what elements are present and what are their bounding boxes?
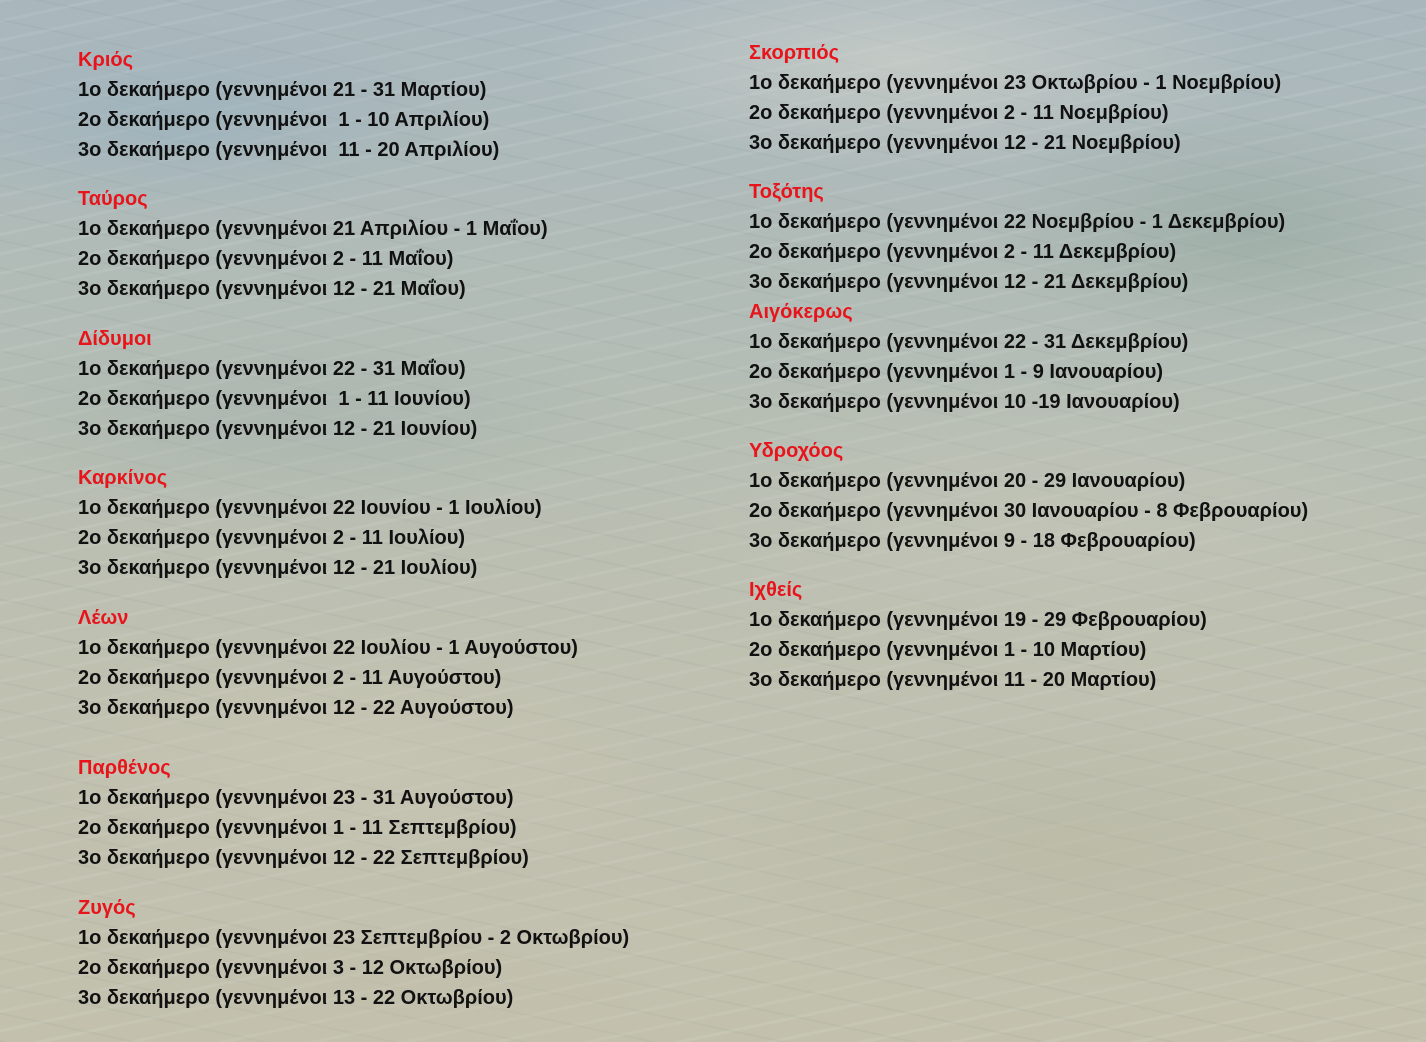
sign-name: Κριός [78, 49, 133, 71]
decan-line-2: 2ο δεκαήμερο (γεννημένοι 3 - 12 Οκτωβρίου) [78, 957, 503, 979]
sign-name: Τοξότης [749, 181, 824, 203]
decan-line-2: 2ο δεκαήμερο (γεννημένοι 1 - 11 Σεπτεμβρίου) [78, 817, 517, 839]
decan-line-2: 2ο δεκαήμερο (γεννημένοι 2 - 11 Αυγούστου) [78, 667, 502, 689]
decan-line-1: 1ο δεκαήμερο (γεννημένοι 20 - 29 Ιανουαρίου) [749, 470, 1186, 492]
sign-name: Ιχθείς [749, 579, 803, 601]
decan-line-3: 3ο δεκαήμερο (γεννημένοι 11 - 20 Απριλίου) [78, 139, 500, 161]
decan-line-1: 1ο δεκαήμερο (γεννημένοι 22 - 31 Δεκεμβρίου) [749, 331, 1189, 353]
sign-block-tavros [78, 184, 548, 304]
sign-block-leon [78, 603, 578, 723]
sign-block-ichtheis [749, 575, 1207, 695]
decan-line-2: 2ο δεκαήμερο (γεννημένοι 2 - 11 Ιουλίου) [78, 527, 466, 549]
sign-block-aigokeros [749, 297, 1188, 417]
sign-name: Υδροχόος [749, 440, 844, 462]
sign-name: Σκορπιός [749, 42, 840, 64]
decan-line-1: 1ο δεκαήμερο (γεννημένοι 21 Απριλίου - 1 Μαΐου) [78, 218, 548, 240]
decan-line-1: 1ο δεκαήμερο (γεννημένοι 23 Οκτωβρίου - 1 Νοεμβρίου) [749, 72, 1282, 94]
decan-line-3: 3ο δεκαήμερο (γεννημένοι 11 - 20 Μαρτίου) [749, 669, 1157, 691]
sign-block-krios [78, 45, 499, 165]
decan-line-2: 2ο δεκαήμερο (γεννημένοι 1 - 11 Ιουνίου) [78, 388, 471, 410]
decan-line-2: 2ο δεκαήμερο (γεννημένοι 30 Ιανουαρίου - 8 Φεβρουαρίου) [749, 500, 1309, 522]
sign-block-parthenos [78, 753, 529, 873]
sign-name: Αιγόκερως [749, 301, 853, 323]
decan-line-2: 2ο δεκαήμερο (γεννημένοι 2 - 11 Δεκεμβρίου) [749, 241, 1177, 263]
decan-line-1: 1ο δεκαήμερο (γεννημένοι 22 Ιουνίου - 1 Ιουλίου) [78, 497, 542, 519]
decan-line-3: 3ο δεκαήμερο (γεννημένοι 13 - 22 Οκτωβρίου) [78, 987, 514, 1009]
sign-name: Καρκίνος [78, 467, 168, 489]
sign-block-karkinos [78, 463, 542, 583]
decan-line-3: 3ο δεκαήμερο (γεννημένοι 10 -19 Ιανουαρίου) [749, 391, 1180, 413]
decan-line-1: 1ο δεκαήμερο (γεννημένοι 19 - 29 Φεβρουαρίου) [749, 609, 1207, 631]
sign-name: Λέων [78, 607, 129, 629]
decan-line-1: 1ο δεκαήμερο (γεννημένοι 22 - 31 Μαΐου) [78, 358, 466, 380]
decan-line-2: 2ο δεκαήμερο (γεννημένοι 1 - 10 Απριλίου) [78, 109, 490, 131]
decan-line-1: 1ο δεκαήμερο (γεννημένοι 22 Νοεμβρίου - 1 Δεκεμβρίου) [749, 211, 1286, 233]
sign-block-ydroxoos [749, 436, 1308, 556]
decan-line-1: 1ο δεκαήμερο (γεννημένοι 23 Σεπτεμβρίου - 2 Οκτωβρίου) [78, 927, 630, 949]
decan-line-1: 1ο δεκαήμερο (γεννημένοι 21 - 31 Μαρτίου) [78, 79, 487, 101]
sign-name: Ταύρος [78, 188, 148, 210]
sign-block-toxotis [749, 177, 1285, 297]
sign-block-didymoi [78, 324, 477, 444]
decan-line-3: 3ο δεκαήμερο (γεννημένοι 12 - 21 Δεκεμβρίου) [749, 271, 1189, 293]
decan-line-1: 1ο δεκαήμερο (γεννημένοι 23 - 31 Αυγούστου) [78, 787, 514, 809]
decan-line-3: 3ο δεκαήμερο (γεννημένοι 9 - 18 Φεβρουαρίου) [749, 530, 1196, 552]
decan-line-3: 3ο δεκαήμερο (γεννημένοι 12 - 21 Μαΐου) [78, 278, 466, 300]
decan-line-3: 3ο δεκαήμερο (γεννημένοι 12 - 22 Σεπτεμβρίου) [78, 847, 529, 869]
sign-name: Παρθένος [78, 757, 171, 779]
sign-block-skorpios [749, 38, 1281, 158]
sign-name: Δίδυμοι [78, 328, 152, 350]
decan-line-2: 2ο δεκαήμερο (γεννημένοι 1 - 9 Ιανουαρίου) [749, 361, 1163, 383]
decan-line-3: 3ο δεκαήμερο (γεννημένοι 12 - 22 Αυγούστου) [78, 697, 514, 719]
decan-line-2: 2ο δεκαήμερο (γεννημένοι 2 - 11 Μαΐου) [78, 248, 454, 270]
decan-line-2: 2ο δεκαήμερο (γεννημένοι 1 - 10 Μαρτίου) [749, 639, 1147, 661]
decan-line-3: 3ο δεκαήμερο (γεννημένοι 12 - 21 Ιουνίου) [78, 418, 478, 440]
decan-line-1: 1ο δεκαήμερο (γεννημένοι 22 Ιουλίου - 1 Αυγούστου) [78, 637, 578, 659]
decan-line-3: 3ο δεκαήμερο (γεννημένοι 12 - 21 Νοεμβρίου) [749, 132, 1181, 154]
decan-line-3: 3ο δεκαήμερο (γεννημένοι 12 - 21 Ιουλίου) [78, 557, 478, 579]
sign-block-zygos [78, 893, 629, 1013]
decan-line-2: 2ο δεκαήμερο (γεννημένοι 2 - 11 Νοεμβρίου) [749, 102, 1169, 124]
sign-name: Ζυγός [78, 897, 136, 919]
